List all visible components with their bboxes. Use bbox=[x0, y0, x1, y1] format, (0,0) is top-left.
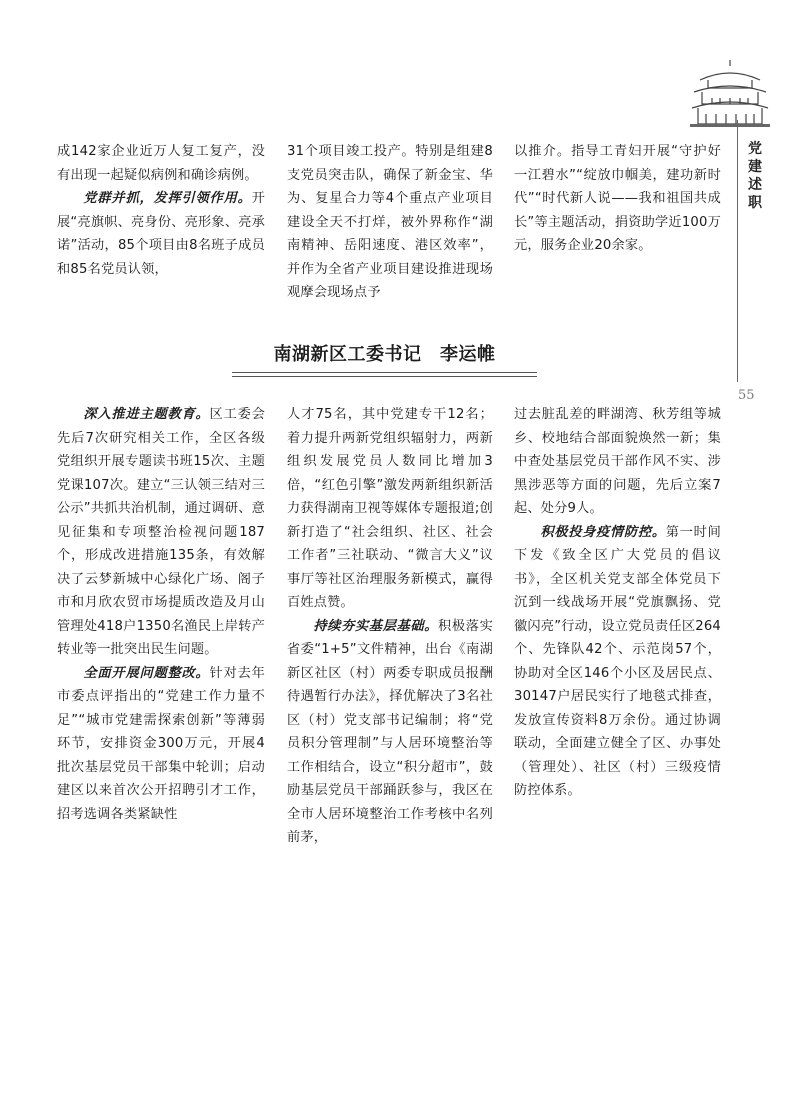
paragraph-body: 针对去年市委点评指出的“党建工作力量不足”“城市党建需探索创新”等薄弱环节，安排资金300万元，开展4批次基层党员干部集中轮训；启动建区以来首次公开招聘引才工作，招考选调各类紧缺性 bbox=[57, 665, 265, 822]
paragraph-heading: 全面开展问题整改。 bbox=[83, 665, 210, 681]
article-column-2 bbox=[287, 403, 493, 850]
page-number: 55 bbox=[738, 388, 755, 403]
paragraph-heading: 积极投身疫情防控。 bbox=[540, 524, 666, 540]
paragraph-body: 开展“亮旗帜、亮身份、亮形象、亮承诺”活动，85个项目由8名班子成员和85名党员认领， bbox=[57, 191, 265, 277]
paragraph-heading: 党群并抓，发挥引领作用。 bbox=[83, 191, 252, 206]
paragraph bbox=[514, 521, 721, 803]
paragraph: 人才75名，其中党建专干12名；着力提升两新党组织辐射力，两新组织发展党员人数同比增加3倍，“红色引擎”激发两新组织新活力获得湖南卫视等媒体专题报道;创新打造了“社会组织、社区、社会工作者”三社联动、“微言大义”议事厅等社区治理服务新模式，赢得百姓点赞。 bbox=[287, 407, 493, 610]
paragraph-heading: 深入推进主题教育。 bbox=[83, 407, 210, 422]
top-column-3 bbox=[514, 140, 721, 258]
paragraph bbox=[57, 662, 265, 827]
section-title: 南湖新区工委书记 李运帷 bbox=[273, 344, 496, 365]
paragraph: 31个项目竣工投产。特别是组建8支党员突击队，确保了新金宝、华为、复星合力等4个重点产业项目建设全天不打烊，被外界称作“湖南精神、岳阳速度、港区效率”，并作为全省产业项目建设推进现场观摩会现场点予 bbox=[287, 144, 493, 300]
top-column-1 bbox=[57, 140, 265, 281]
section-side-label: 党建述职 bbox=[748, 141, 762, 211]
top-column-2 bbox=[287, 140, 493, 305]
article-column-3 bbox=[514, 403, 721, 803]
paragraph-body: 第一时间下发《致全区广大党员的倡议书》，全区机关党支部全体党员下沉到一线战场开展“党旗飘扬、党徽闪亮”行动，设立党员责任区264个、先锋队42个、示范岗57个，协助对全区146个小区及居民点、30147户居民实行了地毯式排查，发放宣传资料8万余份。通过协调联动，全面建立健全了区、办事处（管理处）、社区（村）三级疫情防控体系。 bbox=[514, 524, 721, 798]
paragraph-heading: 持续夯实基层基础。 bbox=[313, 618, 439, 634]
title-double-rule bbox=[232, 372, 537, 377]
paragraph: 成142家企业近万人复工复产，没有出现一起疑似病例和确诊病例。 bbox=[57, 144, 265, 183]
paragraph bbox=[57, 187, 265, 281]
paragraph-body: 积极落实省委“1+5”文件精神，出台《南湖新区社区（村）两委专职成员报酬待遇暂行办法》，择优解决了3名社区（村）党支部书记编制；将“党员积分管理制”与人居环境整治等工作相结合，设立“积分超市”，鼓励基层党员干部踊跃参与，我区在全市人居环境整治工作考核中名列前茅， bbox=[287, 618, 493, 845]
sidebar-rule bbox=[737, 120, 738, 382]
paragraph bbox=[57, 403, 265, 662]
pavilion-icon bbox=[690, 58, 770, 128]
article-column-1 bbox=[57, 403, 265, 826]
paragraph-body: 区工委会先后7次研究相关工作，全区各级党组织开展专题读书班15次、主题党课107次。建立“三认领三结对三公示”共抓共治机制，通过调研、意见征集和专项整治检视问题187个，形成改进措施135条，有效解决了云梦新城中心绿化广场、阁子市和月欣农贸市场提质改造及月山管理处418户1350名渔民上岸转产转业等一批突出民生问题。 bbox=[57, 407, 265, 657]
paragraph bbox=[287, 615, 493, 850]
paragraph: 过去脏乱差的畔湖湾、秋芳组等城乡、校地结合部面貌焕然一新；集中查处基层党员干部作风不实、涉黑涉恶等方面的问题，先后立案7起、处分9人。 bbox=[514, 407, 721, 516]
paragraph: 以推介。指导工青妇开展“守护好一江碧水”“绽放巾帼美，建功新时代”“时代新人说——我和祖国共成长”等主题活动，捐资助学近100万元，服务企业20余家。 bbox=[514, 144, 721, 253]
